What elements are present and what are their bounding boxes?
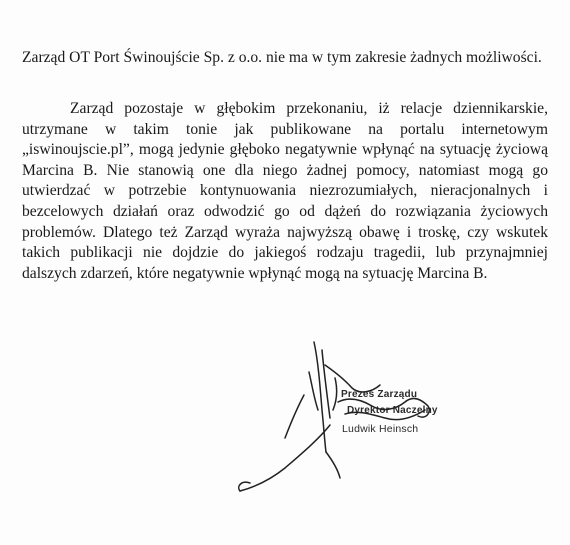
paragraph-2: Zarząd pozostaje w głębokim przekonaniu, iż relacje dziennikarskie, utrzymane w takim tonie jak publikowane na portalu internetowym „iswinoujscie.pl”, mogą jedynie głęboko negatywnie wpłynąć na sytuację życiową Marcina B. Nie stanowią one dla niego żadnej pomocy, natomiast mogą go utwierdzać w potrzebie kontynuowania niezrozumiałych, nieracjonalnych i bezcelowych działań oraz odwodzić go od dążeń do rozwiązania życiowych problemów. Dlatego też Zarząd wyraża najwyższą obawę i troskę, czy wskutek takich publikacji nie dojdzie do jakiegoś rodzaju tragedii, lub przynajmniej dalszych zdarzeń, które negatywnie wpłynąć mogą na sytuację Marcina B. xyxy=(22,100,548,282)
stamp-name: Ludwik Heinsch xyxy=(342,423,419,435)
stamp-title: Prezes Zarządu xyxy=(341,389,418,400)
stamp-role: Dyrektor Naczelny xyxy=(347,405,438,416)
paragraph-1: Zarząd OT Port Świnoujście Sp. z o.o. nie ma w tym zakresie żadnych możliwości. xyxy=(22,49,542,66)
